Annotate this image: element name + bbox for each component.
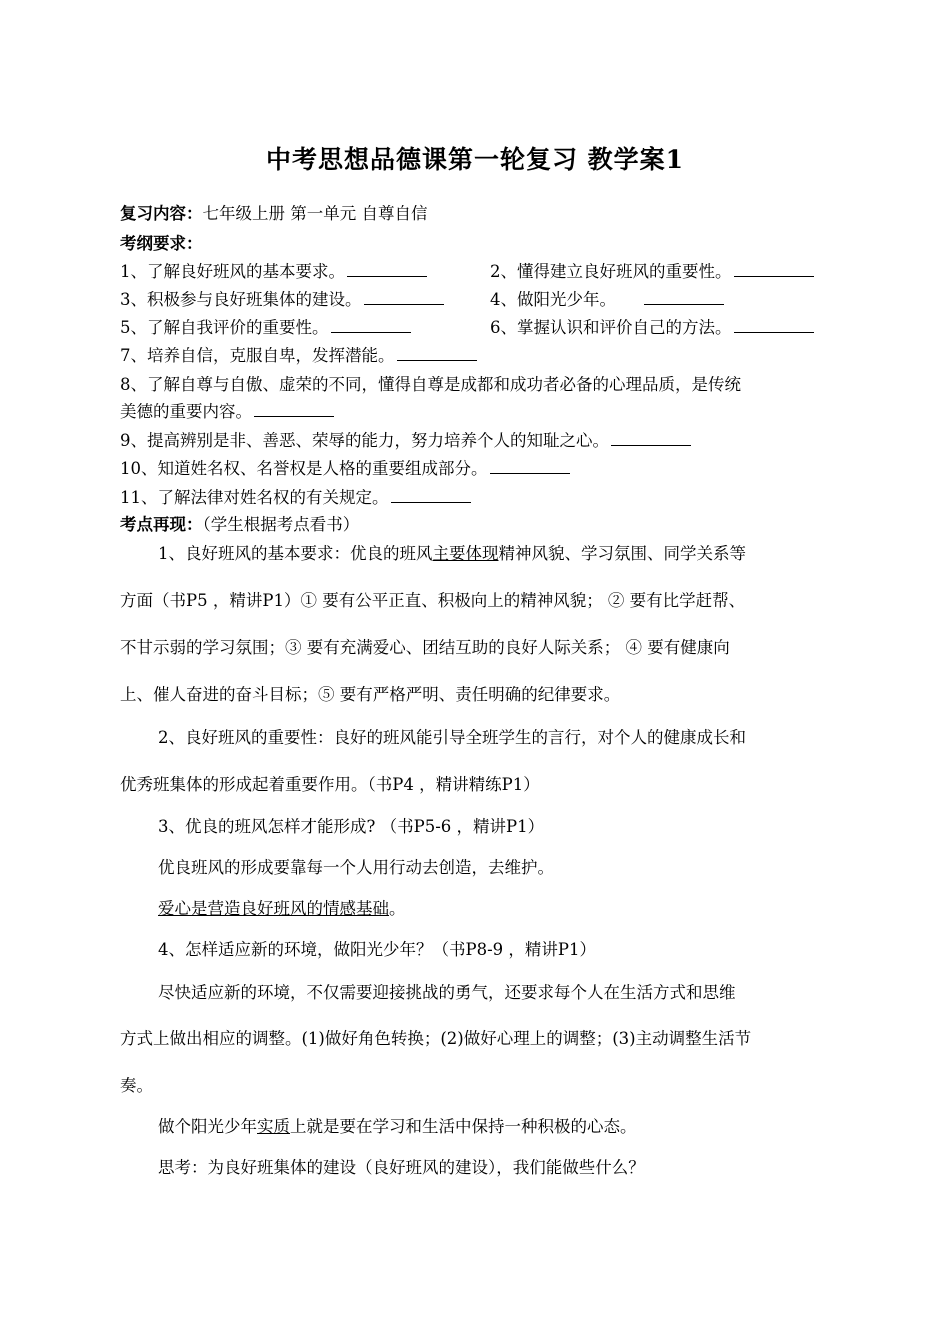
outline-item: 2、懂得建立良好班风的重要性。 — [490, 260, 814, 284]
outline-item: 10、知道姓名权、名誉权是人格的重要组成部分。 — [120, 457, 570, 481]
point-1-line-4: 上、催人奋进的奋斗目标；⑤ 要有严格严明、责任明确的纪律要求。 — [120, 685, 621, 704]
review-content: 七年级上册 第一单元 自尊自信 — [202, 204, 428, 223]
outline-item: 8、了解自尊与自傲、虚荣的不同，懂得自尊是成都和成功者必备的心理品质，是传统 — [120, 375, 741, 394]
point-3-line-1: 3、优良的班风怎样才能形成? （书P5-6 ，精讲P1） — [158, 817, 545, 836]
outline-item: 4、做阳光少年。 — [490, 288, 724, 312]
point-4-line-1: 4、怎样适应新的环境，做阳光少年？（书P8-9 ，精讲P1） — [158, 940, 597, 959]
points-note: （学生根据考点看书） — [202, 515, 360, 534]
outline-item: 7、培养自信，克服自卑，发挥潜能。 — [120, 344, 477, 368]
point-3-line-3: 爱心是营造良好班风的情感基础。 — [158, 899, 406, 918]
point-2-line-2: 优秀班集体的形成起着重要作用。（书P4 ，精讲精练P1） — [120, 775, 540, 794]
answer-blank[interactable] — [347, 262, 427, 277]
outline-item: 9、提高辨别是非、善恶、荣辱的能力，努力培养个人的知耻之心。 — [120, 429, 691, 453]
answer-blank[interactable] — [331, 318, 411, 333]
point-1-line-3: 不甘示弱的学习氛围；③ 要有充满爱心、团结互助的良好人际关系； ④ 要有健康向 — [120, 638, 730, 657]
think-question: 思考：为良好班集体的建设（良好班风的建设），我们能做些什么？ — [158, 1158, 645, 1177]
points-label: 考点再现： — [120, 515, 203, 534]
point-4-line-3: 方式上做出相应的调整。(1)做好角色转换；(2)做好心理上的调整；(3)主动调整生活节 — [120, 1029, 752, 1048]
outline-item: 5、了解自我评价的重要性。 — [120, 316, 411, 340]
answer-blank[interactable] — [734, 318, 814, 333]
point-4-line-2: 尽快适应新的环境，不仅需要迎接挑战的勇气，还要求每个人在生活方式和思维 — [158, 983, 736, 1002]
outline-item: 1、了解良好班风的基本要求。 — [120, 260, 427, 284]
answer-blank[interactable] — [644, 290, 724, 305]
points-line — [120, 513, 359, 537]
answer-blank[interactable] — [254, 402, 334, 417]
review-line — [120, 202, 428, 226]
answer-blank[interactable] — [391, 488, 471, 503]
answer-blank[interactable] — [364, 290, 444, 305]
point-2-line-1: 2、良好班风的重要性：良好的班风能引导全班学生的言行，对个人的健康成长和 — [158, 728, 746, 747]
outline-item: 美德的重要内容。 — [120, 400, 334, 424]
outline-label: 考纲要求： — [120, 234, 203, 253]
point-4-line-4: 奏。 — [120, 1076, 153, 1095]
answer-blank[interactable] — [490, 459, 570, 474]
point-4-line-5: 做个阳光少年实质上就是要在学习和生活中保持一种积极的心态。 — [158, 1117, 637, 1136]
point-1-line-2: 方面（书P5 ，精讲P1）① 要有公平正直、积极向上的精神风貌； ② 要有比学赶帮、 — [120, 591, 746, 610]
answer-blank[interactable] — [397, 346, 477, 361]
outline-item: 11、了解法律对姓名权的有关规定。 — [120, 486, 471, 510]
outline-item: 3、积极参与良好班集体的建设。 — [120, 288, 444, 312]
answer-blank[interactable] — [734, 262, 814, 277]
point-1-line-1: 1、良好班风的基本要求：优良的班风主要体现精神风貌、学习氛围、同学关系等 — [158, 544, 746, 563]
page-title: 中考思想品德课第一轮复习 教学案1 — [265, 145, 685, 174]
review-label: 复习内容： — [120, 204, 203, 223]
point-3-line-2: 优良班风的形成要靠每一个人用行动去创造，去维护。 — [158, 858, 554, 877]
outline-item: 6、掌握认识和评价自己的方法。 — [490, 316, 814, 340]
answer-blank[interactable] — [611, 431, 691, 446]
